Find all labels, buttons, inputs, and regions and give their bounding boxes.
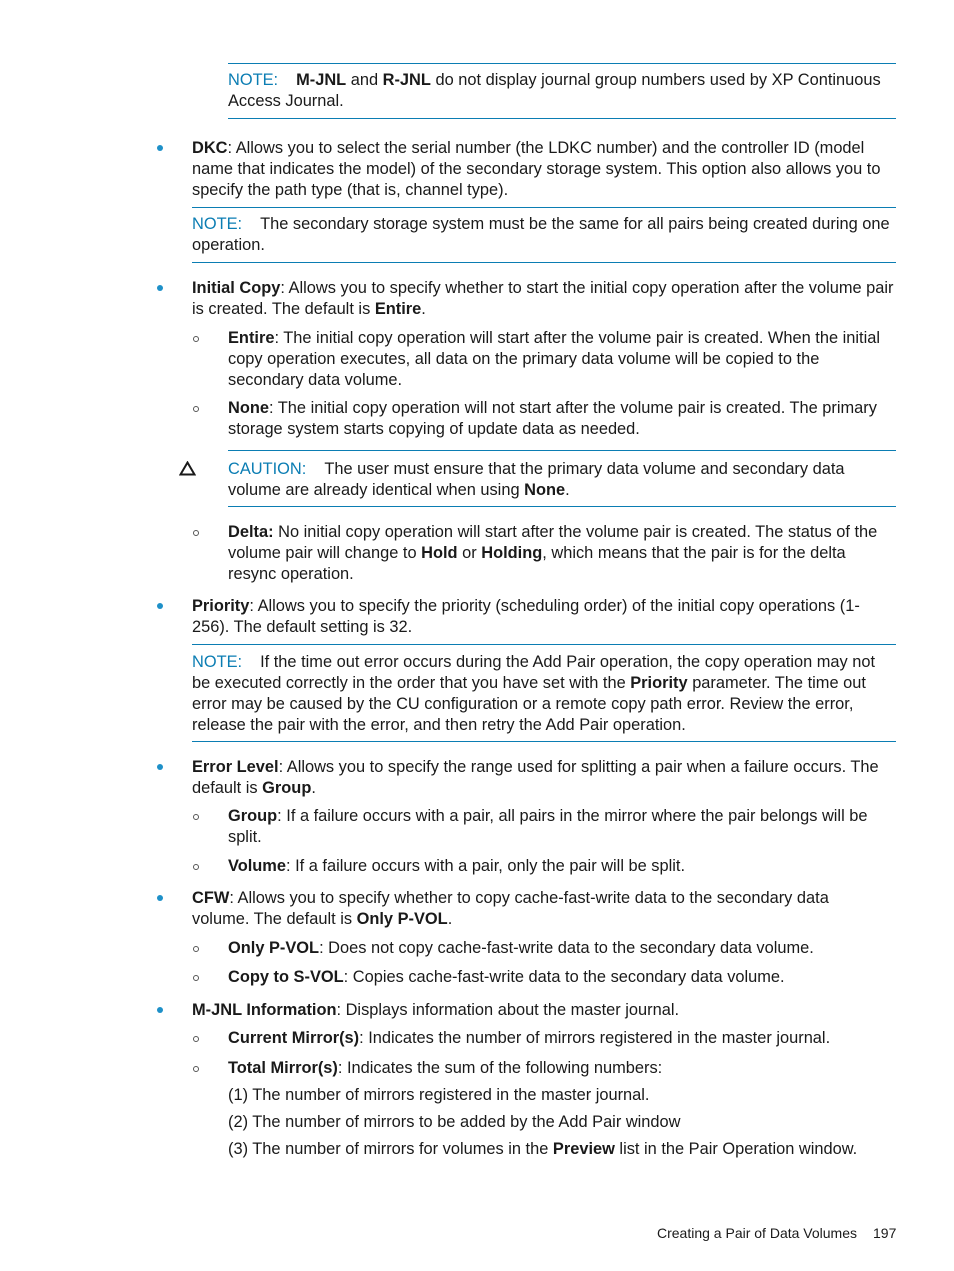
numbered-line-1: (1) The number of mirrors registered in the master journal. [228, 1086, 650, 1104]
list-item-initial-copy: Initial Copy: Allows you to specify whether to start the initial copy operation after the volume pair is created. The default is Entire. [192, 279, 894, 318]
sub-item-entire: Entire: The initial copy operation will start after the volume pair is created. When the initial copy operation executes, all data on the primary data volume will be copied to the secondary data volume. [228, 329, 880, 389]
sub-item-volume: Volume: If a failure occurs with a pair, only the pair will be split. [228, 857, 686, 875]
sub-bullet [193, 530, 199, 536]
note-mjnl: NOTE: M-JNL and R-JNL do not display journal group numbers used by XP Continuous Access Journal. [228, 63, 896, 119]
sub-bullet [193, 864, 199, 870]
sub-bullet [193, 1066, 199, 1072]
sub-item-copy-svol: Copy to S-VOL: Copies cache-fast-write data to the secondary data volume. [228, 968, 785, 986]
sub-item-delta: Delta: No initial copy operation will start after the volume pair is created. The status of the volume pair will change to Hold or Holding, which means that the pair is for the delta resync operation. [228, 523, 878, 583]
sub-bullet [193, 975, 199, 981]
list-item-dkc: DKC: Allows you to select the serial number (the LDKC number) and the controller ID (model name that indicates the model) of the secondary storage system. This option also allows you to specify the path type (that is, channel type). [192, 139, 881, 199]
bullet [157, 1007, 163, 1013]
note-label: NOTE: [192, 215, 243, 233]
note-label: NOTE: [192, 653, 243, 671]
bullet [157, 764, 163, 770]
sub-item-none: None: The initial copy operation will not start after the volume pair is created. The primary storage system starts copying of update data as needed. [228, 399, 877, 438]
bullet [157, 603, 163, 609]
sub-bullet [193, 814, 199, 820]
bullet [157, 895, 163, 901]
bullet [157, 145, 163, 151]
sub-bullet [193, 1036, 199, 1042]
sub-bullet [193, 406, 199, 412]
bullet [157, 285, 163, 291]
sub-item-current-mirror: Current Mirror(s): Indicates the number of mirrors registered in the master journal. [228, 1029, 831, 1047]
list-item-mjnl-information: M-JNL Information: Displays information about the master journal. [192, 1001, 680, 1019]
list-item-priority: Priority: Allows you to specify the priority (scheduling order) of the initial copy operations (1-256). The default setting is 32. [192, 597, 860, 636]
numbered-line-2: (2) The number of mirrors to be added by the Add Pair window [228, 1113, 681, 1131]
sub-bullet [193, 946, 199, 952]
page-number: 197 [873, 1225, 897, 1241]
note-secondary-storage: NOTE: The secondary storage system must be the same for all pairs being created during one operation. [192, 207, 896, 263]
caution-label: CAUTION: [228, 460, 307, 478]
numbered-line-3: (3) The number of mirrors for volumes in the Preview list in the Pair Operation window. [228, 1140, 858, 1158]
note-time-out: NOTE: If the time out error occurs during the Add Pair operation, the copy operation may not be executed correctly in the order that you have set with the Priority parameter. The time out error may be caused by the CU configuration or a remote copy path error. Review the error, release the pair with the error, and then retry the Add Pair operation. [192, 644, 896, 742]
sub-item-only-pvol: Only P-VOL: Does not copy cache-fast-write data to the secondary data volume. [228, 939, 814, 957]
caution-icon [179, 461, 196, 476]
caution-box: CAUTION: The user must ensure that the primary data volume and secondary data volume are already identical when using None. [228, 450, 896, 507]
footer-title: Creating a Pair of Data Volumes [657, 1225, 857, 1241]
list-item-cfw: CFW: Allows you to specify whether to copy cache-fast-write data to the secondary data volume. The default is Only P-VOL. [192, 889, 829, 928]
sub-item-group: Group: If a failure occurs with a pair, all pairs in the mirror where the pair belongs will be split. [228, 807, 868, 846]
list-item-error-level: Error Level: Allows you to specify the range used for splitting a pair when a failure occurs. The default is Group. [192, 758, 879, 797]
sub-bullet [193, 336, 199, 342]
note-label: NOTE: [228, 71, 279, 89]
sub-item-total-mirror: Total Mirror(s): Indicates the sum of the following numbers: [228, 1059, 663, 1077]
